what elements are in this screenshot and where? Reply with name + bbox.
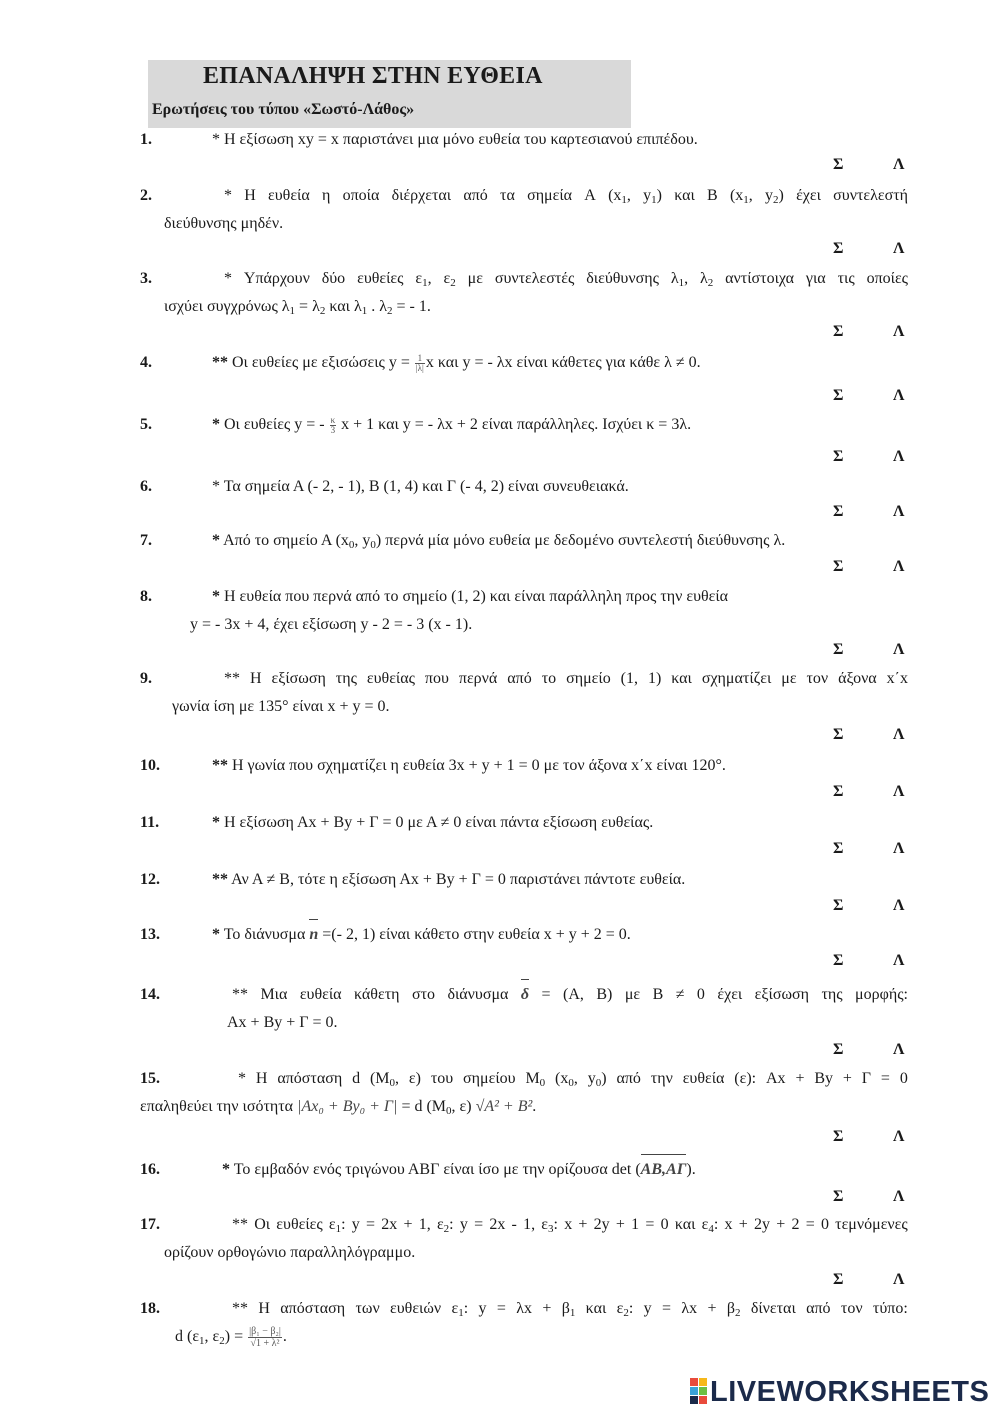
true-option[interactable]: Σ: [833, 240, 844, 257]
brand-name: LIVEWORKSHEETS: [710, 1375, 990, 1408]
false-option[interactable]: Λ: [893, 1041, 905, 1058]
question-text: * Οι ευθείες y = - $\frac{\kappa}{3}$ x + 1 και y = - λx + 2 είναι παράλληλες. Ισχύει κ = 3λ.: [212, 414, 692, 435]
false-option[interactable]: Λ: [893, 240, 905, 257]
page-subtitle: Ερωτήσεις του τύπου «Σωστό-Λάθος»: [152, 101, 415, 118]
true-option[interactable]: Σ: [833, 726, 844, 743]
false-option[interactable]: Λ: [893, 840, 905, 857]
true-option[interactable]: Σ: [833, 503, 844, 520]
question-text: ** Αν Α ≠ Β, τότε η εξίσωση Αx + Βy + Γ = 0 παριστάνει πάντοτε ευθεία.: [212, 871, 686, 888]
fraction: $\frac{\kappa}{3}$: [330, 414, 336, 435]
true-option[interactable]: Σ: [833, 1041, 844, 1058]
question-text: ** Οι ευθείες με εξισώσεις y = $\frac{1}{|\lambda|}$ x και y = - λx είναι κάθετες για κάθε λ ≠ 0.: [212, 352, 701, 373]
question-number: 6.: [140, 478, 152, 495]
question-number: 12.: [140, 871, 160, 888]
question-number: 10.: [140, 757, 160, 774]
question-15: 15. * Η απόσταση d ($M_0$, ε) του σημείου $M_0$ ($x_0$, $y_0$) από την ευθεία (ε): Αx + Βy + Γ = 0 επαληθεύει την ισότητα |Ax₀ + By₀ + Γ| = d ($M_0$, ε) √A² + B².: [140, 1065, 908, 1121]
false-option[interactable]: Λ: [893, 1271, 905, 1288]
vector-delta: δ: [521, 981, 529, 1009]
page-title: ΕΠΑΝΑΛΗΨΗ ΣΤΗΝ ΕΥΘΕΙΑ: [203, 63, 543, 89]
true-option[interactable]: Σ: [833, 1128, 844, 1145]
question-text: * Η ευθεία που περνά από το σημείο (1, 2) και είναι παράλληλη προς την ευθεία: [212, 588, 729, 605]
false-option[interactable]: Λ: [893, 726, 905, 743]
true-option[interactable]: Σ: [833, 448, 844, 465]
question-text: * Το εμβαδόν ενός τριγώνου ΑΒΓ είναι ίσο με την ορίζουσα det (AB,AΓ).: [222, 1156, 696, 1184]
question-text: ** Οι ευθείες $\varepsilon_1$: y = 2x + 1, $\varepsilon_2$: y = 2x - 1, $\varepsilon_3$: x + 2y + 1 = 0 και $\varepsilon_4$: x + 2y + 2 = 0 τεμνόμενες: [232, 1216, 908, 1235]
question-text: ** Μια ευθεία κάθετη στο διάνυσμα δ = (Α, Β) με Β ≠ 0 έχει εξίσωση της μορφής:: [232, 981, 908, 1009]
true-option[interactable]: Σ: [833, 897, 844, 914]
question-8: 8. * Η ευθεία που περνά από το σημείο (1, 2) και είναι παράλληλη προς την ευθεία y = - 3x + 4, έχει εξίσωση y - 2 = - 3 (x - 1).: [140, 583, 908, 639]
question-text: * Το διάνυσμα n =(- 2, 1) είναι κάθετο στην ευθεία x + y + 2 = 0.: [212, 921, 631, 949]
false-option[interactable]: Λ: [893, 641, 905, 658]
question-text: * Η εξίσωση xy = x παριστάνει μια μόνο ευθεία του καρτεσιανού επιπέδου.: [212, 131, 698, 148]
logo-icon: [690, 1378, 708, 1406]
question-number: 16.: [140, 1161, 160, 1178]
question-text: * Υπάρχουν δύο ευθείες $\varepsilon_1$, $\varepsilon_2$ με συντελεστές διεύθυνσης $\lambda_1$, $\lambda_2$ αντίστοιχα για τις οποίες: [224, 270, 908, 289]
true-option[interactable]: Σ: [833, 1271, 844, 1288]
false-option[interactable]: Λ: [893, 1188, 905, 1205]
false-option[interactable]: Λ: [893, 448, 905, 465]
true-option[interactable]: Σ: [833, 323, 844, 340]
vector-n: n: [309, 921, 318, 949]
question-1: [140, 126, 908, 154]
question-11: [140, 809, 908, 837]
true-option[interactable]: Σ: [833, 1188, 844, 1205]
question-16: [140, 1156, 908, 1184]
false-option[interactable]: Λ: [893, 156, 905, 173]
question-text: * Τα σημεία Α (- 2, - 1), Β (1, 4) και Γ (- 4, 2) είναι συνευθειακά.: [212, 478, 629, 495]
false-option[interactable]: Λ: [893, 503, 905, 520]
false-option[interactable]: Λ: [893, 952, 905, 969]
question-number: 4.: [140, 354, 152, 371]
question-text: * Η απόσταση d ($M_0$, ε) του σημείου $M_0$ ($x_0$, $y_0$) από την ευθεία (ε): Αx + Βy + Γ = 0: [238, 1070, 908, 1089]
true-option[interactable]: Σ: [833, 641, 844, 658]
question-17: 17. ** Οι ευθείες $\varepsilon_1$: y = 2x + 1, $\varepsilon_2$: y = 2x - 1, $\varepsilon_3$: x + 2y + 1 = 0 και $\varepsilon_4$: x + 2y + 2 = 0 τεμνόμενες ορίζουν ορθογώνιο παραλληλόγραμμο.: [140, 1211, 908, 1267]
false-option[interactable]: Λ: [893, 897, 905, 914]
question-number: 3.: [140, 270, 152, 287]
question-18: 18. ** Η απόσταση των ευθειών $\varepsilon_1$: y = λx + $\beta_1$ και $\varepsilon_2$: y = λx + $\beta_2$ δίνεται από τον τύπο: d ($\varepsilon_1$, $\varepsilon_2$) = $\frac{\text{|β₁ − β₂|}}{\text{√1 + λ²}}$ .: [140, 1295, 908, 1351]
question-number: 11.: [140, 814, 160, 831]
question-number: 1.: [140, 131, 152, 148]
question-7: [140, 527, 908, 555]
question-text: ** Η εξίσωση της ευθείας που περνά από το σημείο (1, 1) και σχηματίζει με τον άξονα x΄x: [224, 670, 908, 687]
true-option[interactable]: Σ: [833, 558, 844, 575]
question-number: 7.: [140, 532, 152, 549]
vectors-ab-ag: AB,AΓ: [641, 1156, 687, 1184]
false-option[interactable]: Λ: [893, 558, 905, 575]
question-6: [140, 473, 908, 501]
question-5: [140, 411, 908, 439]
fraction: $\frac{1}{|\lambda|}$: [415, 352, 424, 373]
question-text: * Η ευθεία η οποία διέρχεται από τα σημεία Α ($x_1$, $y_1$) και Β ($x_1$, $y_2$) έχει συντελεστή: [224, 187, 908, 206]
question-number: 13.: [140, 926, 160, 943]
sqrt-expression: √A² + B²: [475, 1098, 533, 1115]
question-10: [140, 752, 908, 780]
question-number: 5.: [140, 416, 152, 433]
false-option[interactable]: Λ: [893, 783, 905, 800]
question-number: 8.: [140, 588, 152, 605]
question-number: 18.: [140, 1300, 160, 1317]
true-option[interactable]: Σ: [833, 952, 844, 969]
question-text: * Η εξίσωση Αx + Βy + Γ = 0 με Α ≠ 0 είναι πάντα εξίσωση ευθείας.: [212, 814, 654, 831]
question-number: 15.: [140, 1070, 160, 1087]
question-number: 2.: [140, 187, 152, 204]
question-13: [140, 921, 908, 949]
abs-expression: |Ax₀ + By₀ + Γ|: [297, 1098, 398, 1115]
liveworksheets-logo: [690, 1375, 989, 1409]
question-2: 2. * Η ευθεία η οποία διέρχεται από τα σημεία Α ($x_1$, $y_1$) και Β ($x_1$, $y_2$) έχει συντελεστή διεύθυνσης μηδέν.: [140, 182, 908, 238]
question-3: 3. * Υπάρχουν δύο ευθείες $\varepsilon_1$, $\varepsilon_2$ με συντελεστές διεύθυνσης $\lambda_1$, $\lambda_2$ αντίστοιχα για τις οποίες ισχύει συγχρόνως $\lambda_1 = \lambda_2$ και $\lambda_1$ . $\lambda_2$ = - 1.: [140, 265, 908, 321]
question-text: ** Η γωνία που σχηματίζει η ευθεία 3x + y + 1 = 0 με τον άξονα x΄x είναι 120°.: [212, 757, 726, 774]
false-option[interactable]: Λ: [893, 1128, 905, 1145]
question-9: 9. ** Η εξίσωση της ευθείας που περνά από το σημείο (1, 1) και σχηματίζει με τον άξονα x΄x γωνία ίση με 135° είναι x + y = 0.: [140, 665, 908, 721]
question-text: ** Η απόσταση των ευθειών $\varepsilon_1$: y = λx + $\beta_1$ και $\varepsilon_2$: y = λx + $\beta_2$ δίνεται από τον τύπο:: [232, 1300, 908, 1319]
question-14: 14. ** Μια ευθεία κάθετη στο διάνυσμα δ = (Α, Β) με Β ≠ 0 έχει εξίσωση της μορφής: Αx + Βy + Γ = 0.: [140, 981, 908, 1037]
true-option[interactable]: Σ: [833, 783, 844, 800]
true-option[interactable]: Σ: [833, 156, 844, 173]
true-option[interactable]: Σ: [833, 840, 844, 857]
question-number: 17.: [140, 1216, 160, 1233]
true-option[interactable]: Σ: [833, 387, 844, 404]
false-option[interactable]: Λ: [893, 323, 905, 340]
false-option[interactable]: Λ: [893, 387, 905, 404]
question-number: 9.: [140, 670, 152, 687]
question-4: [140, 349, 908, 377]
question-text: * Από το σημείο Α ($x_0$, $y_0$) περνά μία μόνο ευθεία με δεδομένο συντελεστή διεύθυνσης λ.: [212, 532, 786, 551]
distance-fraction: $\frac{\text{|β₁ − β₂|}}{\text{√1 + λ²}}$: [249, 1325, 281, 1349]
question-number: 14.: [140, 986, 160, 1003]
question-12: [140, 866, 908, 894]
